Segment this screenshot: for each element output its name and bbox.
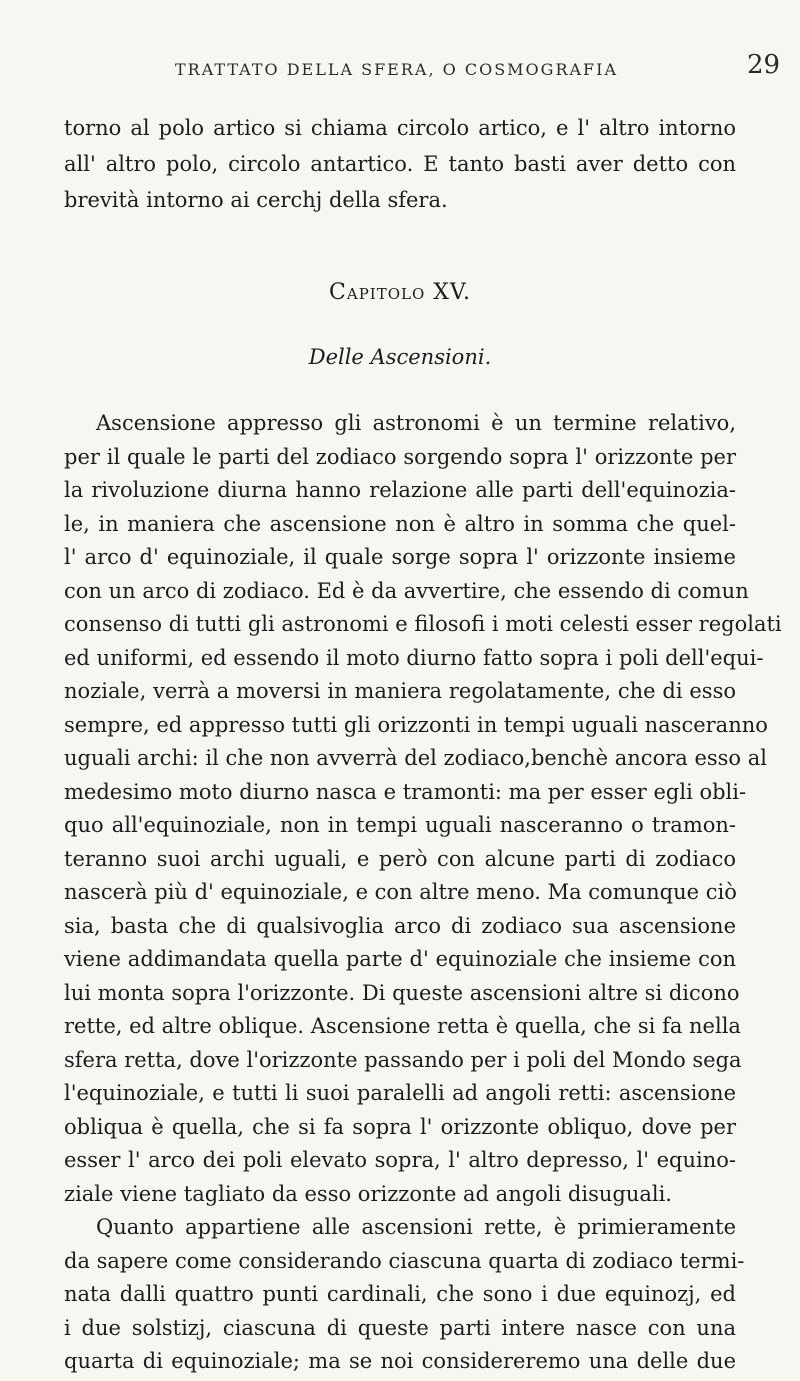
text-line: l' arco d' equinoziale, il quale sorge sopra l' orizzonte insieme	[64, 545, 736, 569]
text-line: viene addimandata quella parte d' equinoziale che insieme con	[64, 947, 736, 971]
page-number: 29	[747, 50, 781, 80]
text-line: quo all'equinoziale, non in tempi uguali nasceranno o tramon-	[64, 813, 736, 837]
text-line: quarta di equinoziale; ma se noi considereremo una delle due	[64, 1349, 736, 1373]
text-line: per il quale le parti del zodiaco sorgendo sopra l' orizzonte per	[64, 444, 736, 469]
text-line: uguali archi: il che non avverrà del zodiaco,benchè ancora esso al	[64, 746, 767, 770]
chapter-subtitle: Delle Ascensioni.	[308, 345, 492, 369]
text-line: medesimo moto diurno nasca e tramonti: ma per esser egli obli-	[64, 779, 747, 804]
text-line: lui monta sopra l'orizzonte. Di queste ascensioni altre si dicono	[64, 980, 740, 1005]
text-line: la rivoluzione diurna hanno relazione alle parti dell'equinozia-	[64, 478, 736, 502]
text-line: obliqua è quella, che si fa sopra l' orizzonte obliquo, dove per	[64, 1114, 736, 1139]
text-line: i due solstizj, ciascuna di queste parti intere nasce con una	[64, 1315, 736, 1340]
text-line: consenso di tutti gli astronomi e filosofi i moti celesti esser regolati	[64, 612, 782, 636]
text-line: rette, ed altre oblique. Ascensione retta è quella, che si fa nella	[64, 1014, 741, 1038]
text-line: ziale viene tagliato da esso orizzonte ad angoli disuguali.	[64, 1181, 672, 1206]
text-line: brevità intorno ai cerchj della sfera.	[64, 188, 448, 212]
text-line: nascerà più d' equinoziale, e con altre meno. Ma comunque ciò	[64, 880, 737, 904]
text-line: sia, basta che di qualsivoglia arco di zodiaco sua ascensione	[64, 913, 736, 938]
text-line: ed uniformi, ed essendo il moto diurno fatto sopra i poli dell'equi-	[64, 645, 764, 670]
chapter-title: Capitolo XV.	[329, 280, 471, 305]
text-line: l'equinoziale, e tutti li suoi paralelli ad angoli retti: ascensione	[64, 1081, 736, 1105]
text-line: sfera retta, dove l'orizzonte passando per i poli del Mondo sega	[64, 1047, 742, 1072]
text-line: esser l' arco dei poli elevato sopra, l' altro depresso, l' equino-	[64, 1148, 736, 1172]
text-line: all' altro polo, circolo antartico. E tanto basti aver detto con	[64, 152, 736, 176]
text-line: da sapere come considerando ciascuna quarta di zodiaco termi-	[64, 1248, 745, 1273]
text-line: teranno suoi archi uguali, e però con alcune parti di zodiaco	[64, 846, 736, 871]
text-line: Ascensione appresso gli astronomi è un termine relativo,	[96, 411, 736, 435]
text-line: nata dalli quattro punti cardinali, che sono i due equinozj, ed	[64, 1282, 736, 1306]
text-line: sempre, ed appresso tutti gli orizzonti in tempi uguali nasceranno	[64, 712, 768, 737]
text-line: torno al polo artico si chiama circolo artico, e l' altro intorno	[64, 116, 736, 140]
text-line: le, in maniera che ascensione non è altro in somma che quel-	[64, 511, 736, 536]
text-line: noziale, verrà a moversi in maniera regolatamente, che di esso	[64, 679, 736, 703]
text-line: Quanto appartiene alle ascensioni rette, è primieramente	[96, 1215, 736, 1239]
running-head: TRATTATO DELLA SFERA, O COSMOGRAFIA	[175, 60, 619, 79]
text-line: con un arco di zodiaco. Ed è da avvertire, che essendo di comun	[64, 578, 749, 603]
